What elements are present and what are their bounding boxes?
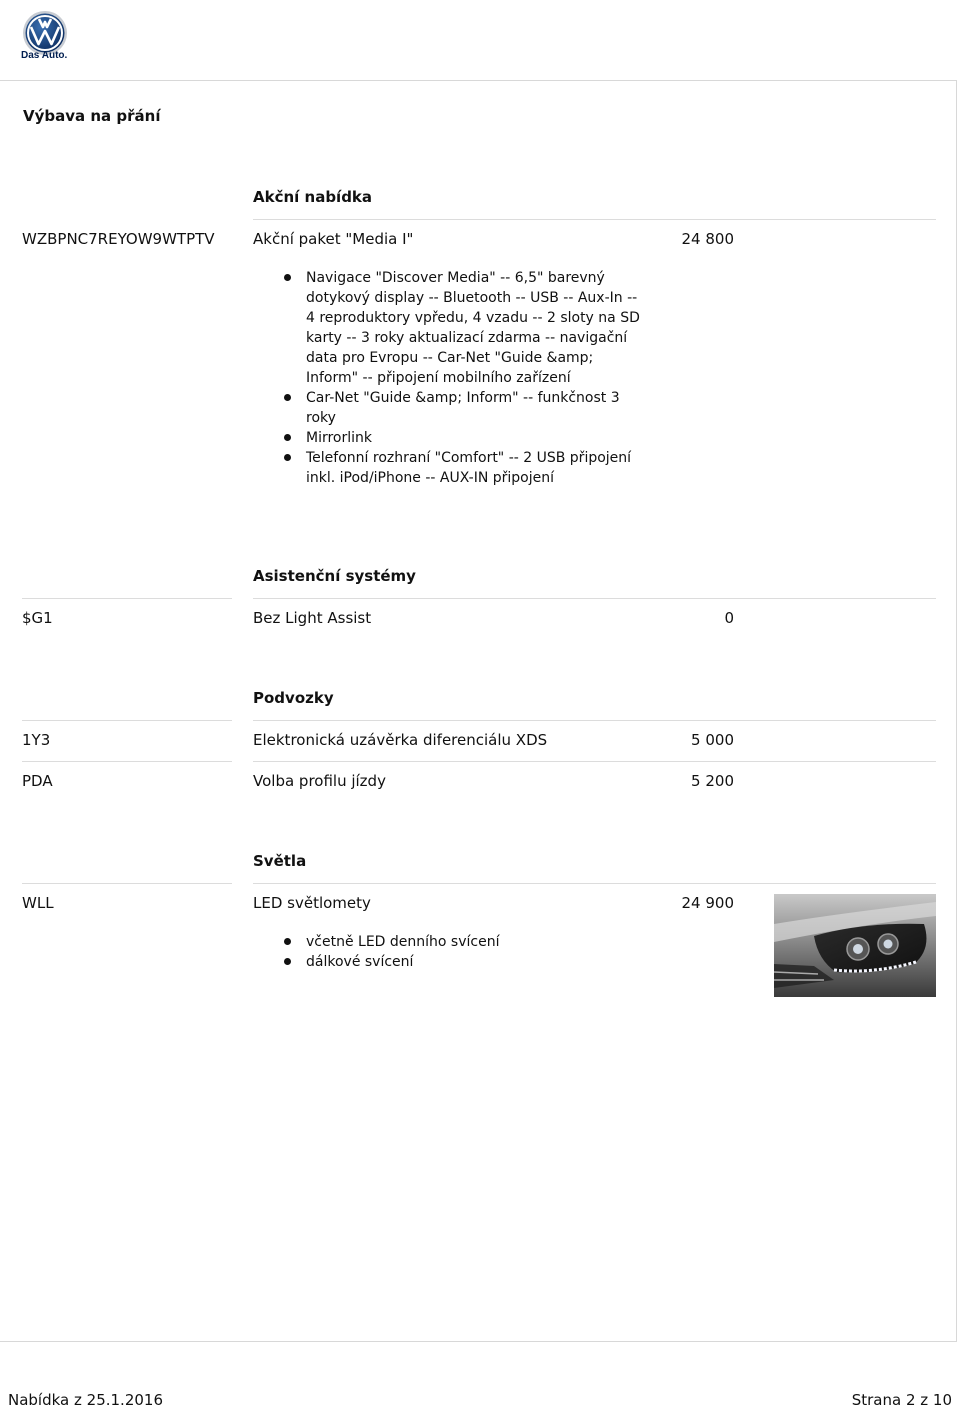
item-name: Volba profilu jízdy — [253, 772, 386, 790]
section-title-podvozky: Podvozky — [253, 689, 334, 707]
divider — [22, 761, 232, 762]
item-price: 5 000 — [691, 731, 734, 749]
list-item — [284, 428, 644, 448]
list-item — [284, 952, 644, 972]
bullet-icon — [284, 958, 291, 965]
item-code: 1Y3 — [22, 731, 51, 749]
bullet-icon — [284, 938, 291, 945]
item-price: 5 200 — [691, 772, 734, 790]
bullet-icon — [284, 274, 291, 281]
feature-text: Telefonní rozhraní "Comfort" -- 2 USB připojení inkl. iPod/iPhone -- AUX-IN připojení — [306, 450, 632, 486]
bullet-icon — [284, 394, 291, 401]
item-code: PDA — [22, 772, 53, 790]
list-item — [284, 388, 644, 428]
page-title: Výbava na přání — [23, 107, 161, 125]
feature-text: dálkové svícení — [306, 954, 414, 970]
footer-offer-date: Nabídka z 25.1.2016 — [8, 1391, 163, 1409]
item-name: LED světlomety — [253, 894, 371, 912]
item-code: WLL — [22, 894, 54, 912]
item-price: 0 — [724, 609, 734, 627]
item-price: 24 900 — [681, 894, 734, 912]
divider — [22, 720, 232, 721]
divider — [253, 598, 936, 599]
bullet-icon — [284, 434, 291, 441]
item-code: WZBPNC7REYOW9WTPTV — [22, 230, 215, 248]
feature-text: Mirrorlink — [306, 430, 373, 446]
list-item — [284, 932, 644, 952]
item-name: Bez Light Assist — [253, 609, 372, 627]
led-headlight-image — [774, 894, 936, 997]
item-feature-list — [284, 268, 644, 488]
feature-text: Car-Net "Guide &amp; Inform" -- funkčnost 3 roky — [306, 390, 620, 426]
footer-page-number: Strana 2 z 10 — [851, 1391, 952, 1409]
item-name: Elektronická uzávěrka diferenciálu XDS — [253, 731, 548, 749]
divider — [253, 219, 936, 220]
divider — [22, 598, 232, 599]
item-name: Akční paket "Media I" — [253, 230, 414, 248]
feature-text: včetně LED denního svícení — [306, 934, 500, 950]
brand-tagline: Das Auto. — [21, 50, 68, 61]
divider — [22, 883, 232, 884]
section-title-akcni-nabidka: Akční nabídka — [253, 188, 373, 206]
section-title-asistencni-systemy: Asistenční systémy — [253, 567, 416, 585]
item-price: 24 800 — [681, 230, 734, 248]
divider — [253, 761, 936, 762]
divider — [253, 883, 936, 884]
item-feature-list — [284, 932, 644, 972]
section-title-svetla: Světla — [253, 852, 307, 870]
list-item — [284, 448, 644, 488]
divider — [253, 720, 936, 721]
list-item — [284, 268, 644, 388]
bullet-icon — [284, 454, 291, 461]
feature-text: Navigace "Discover Media" -- 6,5" barevný dotykový display -- Bluetooth -- USB -- Aux-In -- 4 reproduktory vpředu, 4 vzadu -- 2 sloty na SD karty -- 3 roky aktualizací zdarma -- navigační data pro Evropu -- Car-Net "Guide &amp; Inform" -- připojení mobilního zařízení — [306, 270, 640, 386]
item-code: $G1 — [22, 609, 53, 627]
